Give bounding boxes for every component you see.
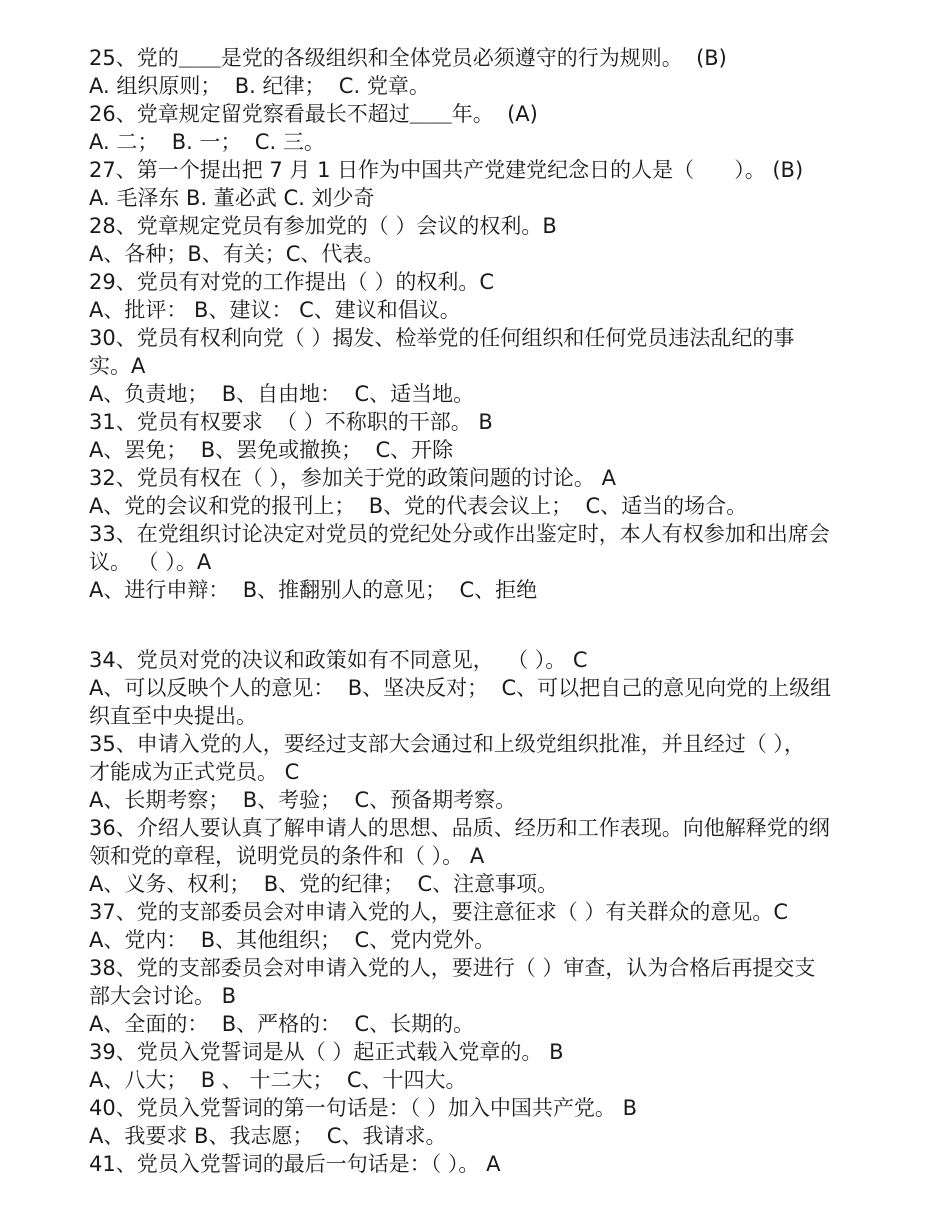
text-line: 部大会讨论。 B <box>89 984 237 1008</box>
text-line: A、全面的： B、严格的： C、长期的。 <box>89 1012 475 1036</box>
text-line: A、各种；B、有关；C、代表。 <box>89 242 385 266</box>
text-line: 才能成为正式党员。 C <box>89 760 300 784</box>
text-line: 议。 （ ）。A <box>89 550 212 574</box>
text-line: A. 二； B. 一； C. 三。 <box>89 130 325 154</box>
text-line: A. 组织原则； B. 纪律； C. 党章。 <box>89 74 430 98</box>
text-line: 织直至中央提出。 <box>89 704 257 728</box>
text-line: A、可以反映个人的意见： B、坚决反对； C、可以把自己的意见向党的上级组 <box>89 676 832 700</box>
question-block-34-41 <box>89 646 919 1178</box>
text-line: A、批评： B、建议： C、建议和倡议。 <box>89 298 461 322</box>
document-page <box>89 44 919 1178</box>
text-line: 32、党员有权在（ ），参加关于党的政策问题的讨论。 A <box>89 466 616 490</box>
text-line: 实。A <box>89 354 146 378</box>
text-line: 33、在党组织讨论决定对党员的党纪处分或作出鉴定时，本人有权参加和出席会 <box>89 522 830 546</box>
question-block-25-33 <box>89 44 919 604</box>
text-line: 29、党员有对党的工作提出（ ）的权利。C <box>89 270 495 294</box>
text-line: A、负责地； B、自由地： C、适当地。 <box>89 382 475 406</box>
text-line: 36、介绍人要认真了解申请人的思想、品质、经历和工作表现。向他解释党的纲 <box>89 816 830 840</box>
text-line: 37、党的支部委员会对申请入党的人，要注意征求（ ）有关群众的意见。C <box>89 900 789 924</box>
text-line: 28、党章规定党员有参加党的（ ）会议的权利。B <box>89 214 557 238</box>
text-line: A、我要求 B、我志愿； C、我请求。 <box>89 1124 447 1148</box>
text-line: A、长期考察； B、考验； C、预备期考察。 <box>89 788 517 812</box>
text-line: A. 毛泽东 B. 董必武 C. 刘少奇 <box>89 186 375 210</box>
text-line: 41、党员入党誓词的最后一句话是：（ ）。 A <box>89 1152 501 1176</box>
text-line: 25、党的＿＿是党的各级组织和全体党员必须遵守的行为规则。 (B) <box>89 46 727 70</box>
text-line: 30、党员有权利向党（ ）揭发、检举党的任何组织和任何党员违法乱纪的事 <box>89 326 795 350</box>
text-line: A、进行申辩： B、推翻别人的意见； C、拒绝 <box>89 578 538 602</box>
text-line: 领和党的章程，说明党员的条件和（ ）。 A <box>89 844 485 868</box>
text-line: 34、党员对党的决议和政策如有不同意见， （ ）。 C <box>89 648 588 672</box>
text-line: 26、党章规定留党察看最长不超过＿＿年。 (A) <box>89 102 538 126</box>
text-line: 40、党员入党誓词的第一句话是：（ ）加入中国共产党。 B <box>89 1096 637 1120</box>
text-line: A、义务、权利； B、党的纪律； C、注意事项。 <box>89 872 559 896</box>
text-line: 31、党员有权要求 （ ）不称职的干部。 B <box>89 410 493 434</box>
section-spacer <box>89 604 919 646</box>
text-line: A、党的会议和党的报刊上； B、党的代表会议上； C、适当的场合。 <box>89 494 748 518</box>
text-line: A、八大； B 、 十二大； C、十四大。 <box>89 1068 467 1092</box>
text-line: 38、党的支部委员会对申请入党的人，要进行（ ）审查，认为合格后再提交支 <box>89 956 816 980</box>
text-line: 27、第一个提出把 7 月 1 日作为中国共产党建党纪念日的人是（ ）。 (B) <box>89 158 804 182</box>
text-line: 39、党员入党誓词是从（ ）起正式载入党章的。 B <box>89 1040 564 1064</box>
text-line: A、罢免； B、罢免或撤换； C、开除 <box>89 438 454 462</box>
text-line: A、党内： B、其他组织； C、党内党外。 <box>89 928 496 952</box>
text-line: 35、申请入党的人，要经过支部大会通过和上级党组织批准，并且经过（ ）， <box>89 732 805 756</box>
